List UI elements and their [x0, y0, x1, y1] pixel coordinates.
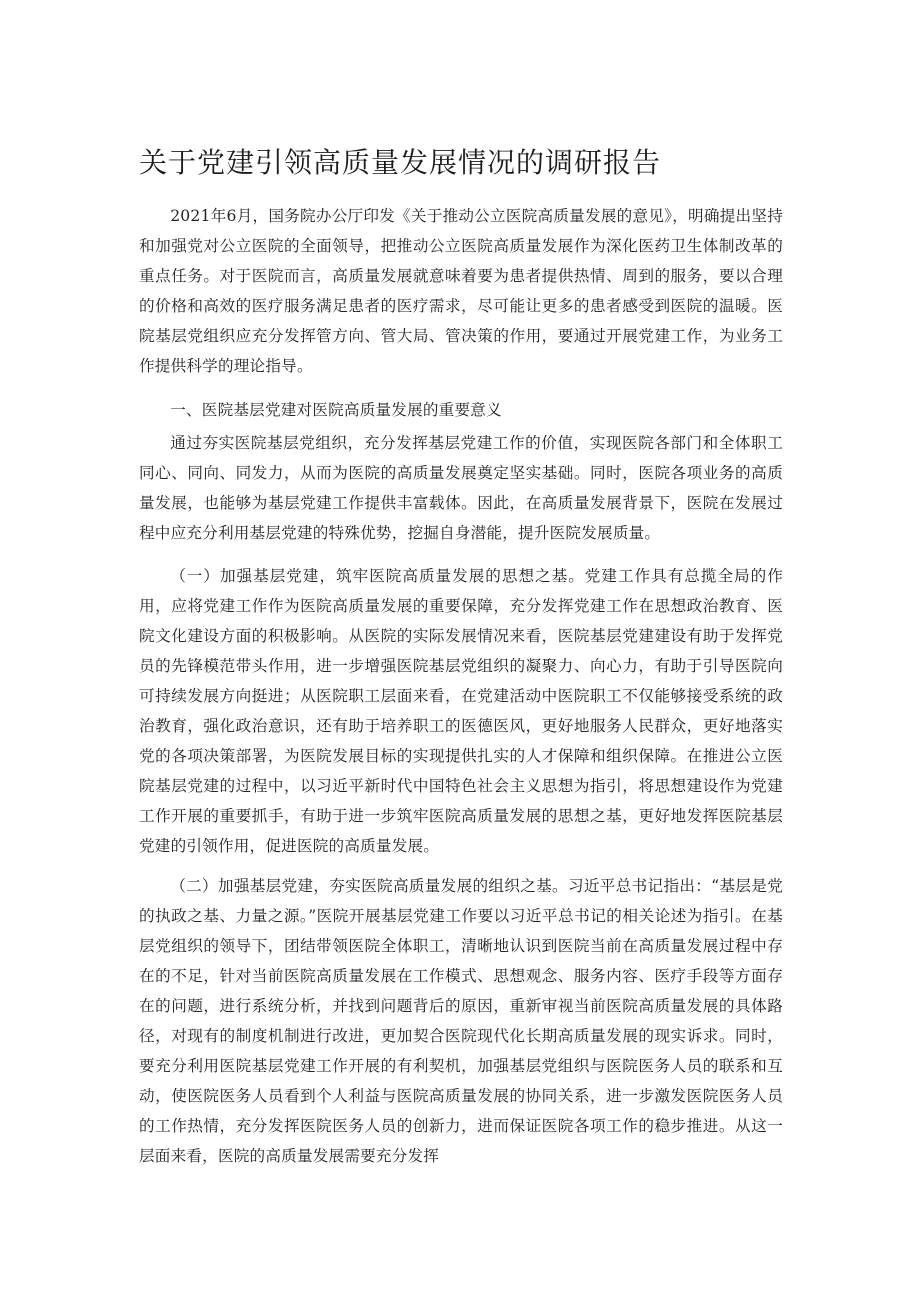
document-title: 关于党建引领高质量发展情况的调研报告	[139, 146, 662, 179]
intro-paragraph: 2021年6月，国务院办公厅印发《关于推动公立医院高质量发展的意见》，明确提出坚持和加强党对公立医院的全面领导，把推动公立医院高质量发展作为深化医药卫生体制改革的重点任务。对于医院而言，高质量发展就意味着要为患者提供热情、周到的服务，要以合理的价格和高效的医疗服务满足患者的医疗需求，尽可能让更多的患者感受到医院的温暖。医院基层党组织应充分发挥管方向、管大局、管决策的作用，要通过开展党建工作，为业务工作提供科学的理论指导。	[139, 207, 783, 375]
section-heading: 一、医院基层党建对医院高质量发展的重要意义	[170, 401, 502, 419]
body-paragraph: （一）加强基层党建，筑牢医院高质量发展的思想之基。党建工作具有总揽全局的作用，应将党建工作作为医院高质量发展的重要保障，充分发挥党建工作在思想政治教育、医院文化建设方面的积极影响。从医院的实际发展情况来看，医院基层党建建设有助于发挥党员的先锋模范带头作用，进一步增强医院基层党组织的凝聚力、向心力，有助于引导医院向可持续发展方向挺进；从医院职工层面来看，在党建活动中医院职工不仅能够接受系统的政治教育，强化政治意识，还有助于培养职工的医德医风，更好地服务人民群众，更好地落实党的各项决策部署，为医院发展目标的实现提供扎实的人才保障和组织保障。在推进公立医院基层党建的过程中，以习近平新时代中国特色社会主义思想为指引，将思想建设作为党建工作开展的重要抓手，有助于进一步筑牢医院高质量发展的思想之基，更好地发挥医院基层党建的引领作用，促进医院的高质量发展。	[139, 567, 783, 855]
body-paragraph: 通过夯实医院基层党组织，充分发挥基层党建工作的价值，实现医院各部门和全体职工同心、同向、同发力，从而为医院的高质量发展奠定坚实基础。同时，医院各项业务的高质量发展，也能够为基层党建工作提供丰富载体。因此，在高质量发展背景下，医院在发展过程中应充分利用基层党建的特殊优势，挖掘自身潜能，提升医院发展质量。	[139, 434, 783, 542]
body-paragraph: （二）加强基层党建，夯实医院高质量发展的组织之基。习近平总书记指出：“基层是党的执政之基、力量之源。”医院开展基层党建工作要以习近平总书记的相关论述为指引。在基层党组织的领导下，团结带领医院全体职工，清晰地认识到医院当前在高质量发展过程中存在的不足，针对当前医院高质量发展在工作模式、思想观念、服务内容、医疗手段等方面存在的问题，进行系统分析，并找到问题背后的原因，重新审视当前医院高质量发展的具体路径，对现有的制度机制进行改进，更加契合医院现代化长期高质量发展的现实诉求。同时，要充分利用医院基层党建工作开展的有利契机，加强基层党组织与医院医务人员的联系和互动，使医院医务人员看到个人利益与医院高质量发展的协同关系，进一步激发医院医务人员的工作热情，充分发挥医院医务人员的创新力，进而保证医院各项工作的稳步推进。从这一层面来看，医院的高质量发展需要充分发挥	[139, 877, 783, 1165]
